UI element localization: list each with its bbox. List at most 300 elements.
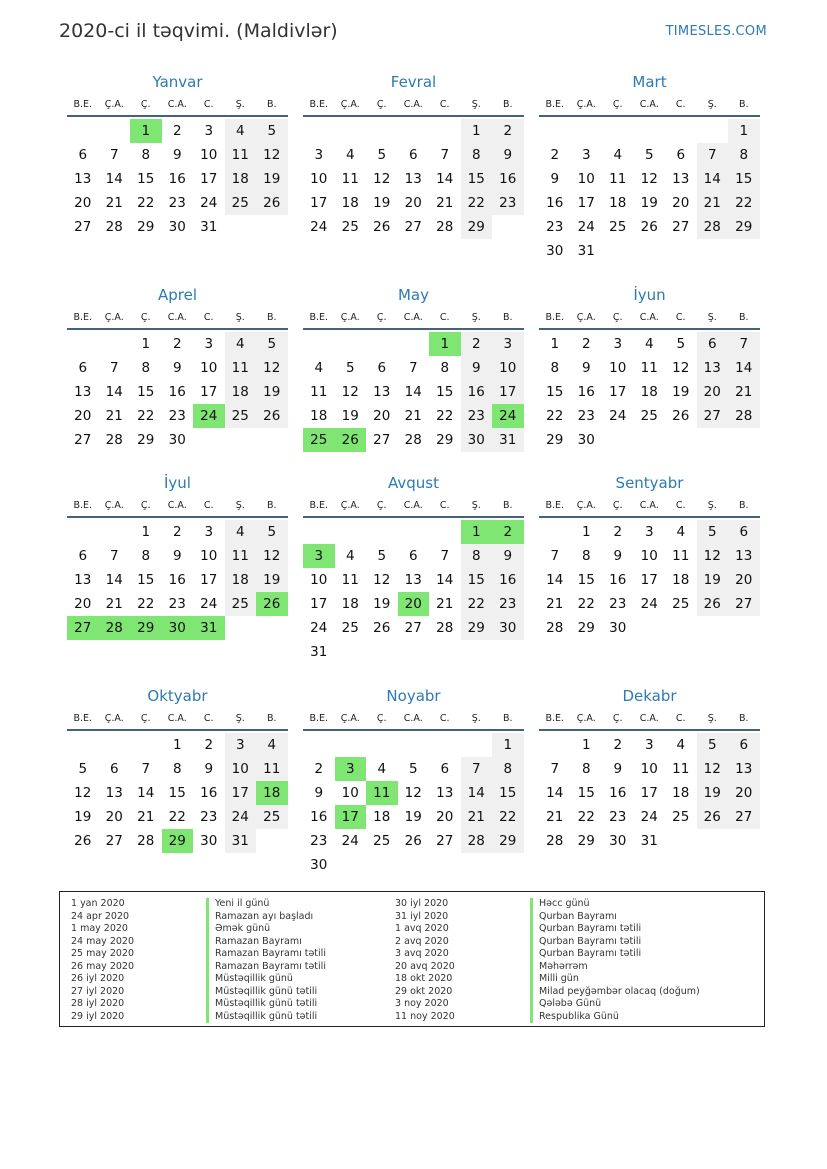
legend-row (71, 923, 326, 936)
day-cell: 2 (204, 737, 214, 753)
day-cell: 29 (137, 432, 155, 448)
day-cell: 30 (609, 833, 627, 849)
day-cell: 29 (461, 215, 493, 239)
day-cell: 3 (644, 524, 654, 540)
day-cell: 22 (137, 195, 155, 211)
day-cell: 2 (613, 737, 623, 753)
day-cell: 11 (609, 171, 627, 187)
weekday-label: Ç. (140, 713, 151, 724)
month-4 (67, 285, 288, 452)
empty-cell (303, 332, 335, 356)
day-cell: 23 (492, 592, 524, 616)
day-cell: 17 (640, 785, 658, 801)
day-cell: 13 (74, 171, 92, 187)
day-cell: 29 (728, 215, 760, 239)
day-cell: 16 (609, 572, 627, 588)
day-cell: 29 (492, 829, 524, 853)
weekday-label: Ç.A. (340, 713, 360, 724)
day-cell: 11 (256, 757, 288, 781)
day-grid (67, 731, 288, 853)
legend-date: 18 okt 2020 (395, 973, 453, 984)
day-cell: 11 (672, 548, 690, 564)
day-cell: 20 (105, 809, 123, 825)
day-cell: 19 (697, 568, 729, 592)
day-cell: 5 (377, 548, 387, 564)
day-cell: 16 (310, 809, 328, 825)
legend-holiday-name: Milli gün (530, 973, 579, 986)
day-cell: 16 (168, 384, 186, 400)
weekday-label: C. (439, 99, 450, 110)
day-cell: 29 (577, 833, 595, 849)
day-cell: 4 (225, 520, 257, 544)
legend-date: 3 avq 2020 (395, 948, 449, 959)
empty-cell (99, 520, 131, 544)
day-cell: 11 (225, 143, 257, 167)
day-cell: 28 (436, 620, 454, 636)
day-cell: 16 (546, 195, 564, 211)
day-cell: 21 (546, 596, 564, 612)
legend-date: 26 iyl 2020 (71, 973, 125, 984)
day-cell: 18 (341, 596, 359, 612)
day-cell: 10 (640, 548, 658, 564)
day-cell: 10 (310, 171, 328, 187)
weekday-label: B.E. (545, 713, 565, 724)
day-cell: 8 (440, 360, 450, 376)
day-cell: 31 (310, 644, 328, 660)
legend-date: 29 iyl 2020 (71, 1010, 125, 1022)
day-cell: 10 (609, 360, 627, 376)
weekday-header (303, 495, 524, 518)
day-cell: 19 (640, 195, 658, 211)
day-cell: 23 (609, 809, 627, 825)
weekday-label: Ş. (235, 713, 245, 724)
day-cell: 8 (550, 360, 560, 376)
day-cell: 7 (461, 757, 493, 781)
holiday-day-cell: 31 (193, 616, 225, 640)
day-cell: 19 (373, 596, 391, 612)
legend-date: 24 apr 2020 (71, 910, 130, 922)
day-cell: 10 (310, 572, 328, 588)
holiday-day-cell: 27 (67, 616, 99, 640)
legend-row (395, 973, 700, 986)
day-cell: 23 (168, 408, 186, 424)
day-cell: 14 (436, 572, 454, 588)
weekday-label: B. (502, 312, 513, 323)
weekday-label: B.E. (73, 713, 93, 724)
day-cell: 28 (436, 219, 454, 235)
legend-row (395, 948, 700, 961)
holiday-day-cell: 17 (335, 805, 367, 829)
weekday-label: Ç.A. (340, 99, 360, 110)
day-cell: 25 (373, 833, 391, 849)
weekday-label: Ç.A. (104, 99, 124, 110)
day-cell: 2 (172, 123, 182, 139)
day-cell: 25 (672, 809, 690, 825)
month-name: Mart (632, 73, 667, 91)
empty-cell (366, 119, 398, 143)
day-cell: 28 (697, 215, 729, 239)
day-cell: 1 (461, 119, 493, 143)
weekday-label: C.A. (403, 312, 423, 323)
weekday-header (67, 495, 288, 518)
day-cell: 27 (436, 833, 454, 849)
day-cell: 25 (341, 620, 359, 636)
day-cell: 6 (440, 761, 450, 777)
weekday-label: B. (738, 500, 749, 511)
weekday-label: C. (203, 500, 214, 511)
day-cell: 18 (672, 785, 690, 801)
day-cell: 30 (310, 857, 328, 873)
weekday-label: C.A. (167, 312, 187, 323)
day-cell: 15 (577, 785, 595, 801)
weekday-label: Ç.A. (576, 312, 596, 323)
day-cell: 2 (613, 524, 623, 540)
day-cell: 16 (168, 572, 186, 588)
day-cell: 4 (613, 147, 623, 163)
day-cell: 19 (697, 781, 729, 805)
weekday-label: Ç. (140, 312, 151, 323)
month-1 (67, 72, 288, 239)
day-cell: 14 (728, 356, 760, 380)
weekday-label: Ç. (140, 500, 151, 511)
legend-row (395, 998, 700, 1011)
legend-date: 30 iyl 2020 (395, 898, 449, 909)
legend-holiday-name: Ramazan Bayramı (206, 936, 302, 949)
month-name: Sentyabr (615, 474, 684, 492)
weekday-label: Ç.A. (104, 713, 124, 724)
legend-date: 1 may 2020 (71, 923, 128, 934)
day-cell: 28 (105, 432, 123, 448)
day-cell: 1 (172, 737, 182, 753)
day-cell: 22 (577, 809, 595, 825)
weekday-label: Ş. (471, 312, 481, 323)
day-cell: 12 (373, 171, 391, 187)
empty-cell (303, 733, 335, 757)
day-cell: 18 (225, 568, 257, 592)
weekday-label: B.E. (309, 713, 329, 724)
legend-row (395, 936, 700, 949)
day-cell: 20 (74, 408, 92, 424)
empty-cell (571, 119, 603, 143)
weekday-label: Ş. (235, 312, 245, 323)
day-cell: 24 (310, 620, 328, 636)
empty-cell (303, 119, 335, 143)
day-cell: 1 (492, 733, 524, 757)
day-cell: 14 (436, 171, 454, 187)
legend-date: 28 iyl 2020 (71, 998, 125, 1009)
day-cell: 19 (341, 408, 359, 424)
day-cell: 3 (644, 737, 654, 753)
legend-row (395, 923, 700, 936)
day-cell: 21 (105, 195, 123, 211)
empty-cell (67, 733, 99, 757)
day-cell: 6 (728, 520, 760, 544)
day-cell: 10 (200, 548, 218, 564)
day-cell: 7 (408, 360, 418, 376)
day-cell: 19 (74, 809, 92, 825)
weekday-label: Ç. (612, 713, 623, 724)
day-cell: 13 (404, 171, 422, 187)
legend-date: 2 avq 2020 (395, 935, 449, 947)
day-cell: 23 (492, 191, 524, 215)
day-cell: 7 (728, 332, 760, 356)
day-cell: 12 (256, 356, 288, 380)
day-cell: 14 (105, 384, 123, 400)
day-cell: 14 (137, 785, 155, 801)
legend-date: 20 avq 2020 (395, 960, 455, 972)
legend-date: 1 avq 2020 (395, 923, 449, 934)
legend-holiday-name: Ramazan ayı başladı (206, 911, 313, 924)
weekday-label: C.A. (639, 713, 659, 724)
day-cell: 1 (581, 737, 591, 753)
day-cell: 16 (200, 785, 218, 801)
day-cell: 14 (105, 572, 123, 588)
day-cell: 23 (609, 596, 627, 612)
day-cell: 27 (672, 219, 690, 235)
weekday-header (303, 708, 524, 731)
day-cell: 19 (256, 167, 288, 191)
day-cell: 27 (105, 833, 123, 849)
day-cell: 29 (546, 432, 564, 448)
holiday-day-cell: 28 (99, 616, 131, 640)
day-cell: 8 (581, 548, 591, 564)
day-cell: 4 (644, 336, 654, 352)
day-cell: 20 (672, 195, 690, 211)
legend-holiday-name: Qurban Bayramı tətili (530, 923, 641, 936)
weekday-label: Ç.A. (576, 500, 596, 511)
day-cell: 2 (461, 332, 493, 356)
weekday-label: C. (203, 99, 214, 110)
day-cell: 7 (550, 548, 560, 564)
day-cell: 2 (581, 336, 591, 352)
day-cell: 4 (377, 761, 387, 777)
day-cell: 12 (256, 544, 288, 568)
empty-cell (398, 119, 430, 143)
day-cell: 9 (172, 360, 182, 376)
day-cell: 21 (137, 809, 155, 825)
day-cell: 8 (461, 544, 493, 568)
day-cell: 22 (492, 805, 524, 829)
legend-row (71, 973, 326, 986)
month-name: İyun (633, 286, 666, 304)
holiday-day-cell: 24 (492, 404, 524, 428)
day-cell: 20 (404, 195, 422, 211)
day-cell: 7 (109, 147, 119, 163)
month-8 (303, 473, 524, 664)
day-cell: 4 (676, 524, 686, 540)
day-cell: 23 (168, 195, 186, 211)
day-cell: 2 (492, 119, 524, 143)
weekday-header (539, 94, 760, 117)
day-cell: 16 (492, 568, 524, 592)
day-cell: 23 (310, 833, 328, 849)
day-cell: 31 (640, 833, 658, 849)
holiday-day-cell: 30 (162, 616, 194, 640)
weekday-label: B. (738, 713, 749, 724)
day-cell: 31 (200, 219, 218, 235)
day-cell: 6 (676, 147, 686, 163)
legend-row (71, 998, 326, 1011)
weekday-label: Ç. (612, 312, 623, 323)
day-cell: 15 (436, 384, 454, 400)
legend-row (395, 986, 700, 999)
legend-holiday-name: Müstəqillik günü tətili (206, 1011, 317, 1024)
day-cell: 20 (373, 408, 391, 424)
holiday-day-cell: 18 (256, 781, 288, 805)
day-cell: 26 (672, 408, 690, 424)
empty-cell (67, 332, 99, 356)
empty-cell (634, 119, 666, 143)
weekday-label: B.E. (73, 312, 93, 323)
legend-date: 29 okt 2020 (395, 985, 453, 997)
day-grid (539, 117, 760, 263)
holiday-day-cell: 29 (130, 616, 162, 640)
weekday-label: Ç. (612, 99, 623, 110)
day-cell: 8 (492, 757, 524, 781)
day-cell: 11 (341, 572, 359, 588)
weekday-label: C.A. (403, 713, 423, 724)
day-cell: 22 (546, 408, 564, 424)
legend-holiday-name: Qurban Bayramı tətili (530, 936, 641, 949)
empty-cell (665, 119, 697, 143)
day-cell: 6 (109, 761, 119, 777)
day-cell: 21 (105, 408, 123, 424)
legend-holiday-name: Yeni il günü (206, 898, 269, 911)
weekday-label: Ş. (471, 500, 481, 511)
day-cell: 11 (640, 360, 658, 376)
day-cell: 15 (461, 167, 493, 191)
day-cell: 9 (461, 356, 493, 380)
weekday-label: Ç.A. (340, 312, 360, 323)
day-cell: 27 (697, 404, 729, 428)
day-cell: 22 (577, 596, 595, 612)
legend-holiday-name: Ramazan Bayramı tətili (206, 948, 326, 961)
day-cell: 27 (728, 805, 760, 829)
day-cell: 21 (728, 380, 760, 404)
day-cell: 19 (256, 568, 288, 592)
weekday-label: B.E. (545, 99, 565, 110)
day-cell: 4 (225, 119, 257, 143)
day-cell: 28 (105, 219, 123, 235)
weekday-label: B.E. (545, 312, 565, 323)
day-cell: 1 (550, 336, 560, 352)
day-grid (539, 518, 760, 640)
day-cell: 31 (577, 243, 595, 259)
month-name: Aprel (157, 286, 198, 304)
day-cell: 8 (728, 143, 760, 167)
day-cell: 24 (341, 833, 359, 849)
day-cell: 17 (577, 195, 595, 211)
day-cell: 17 (640, 572, 658, 588)
legend-row (71, 911, 326, 924)
brand-logo-text[interactable]: TIMESLES.COM (665, 24, 767, 39)
day-cell: 17 (310, 596, 328, 612)
day-cell: 27 (404, 219, 422, 235)
day-cell: 13 (404, 572, 422, 588)
day-cell: 5 (676, 336, 686, 352)
day-cell: 18 (609, 195, 627, 211)
weekday-label: Ç.A. (576, 713, 596, 724)
weekday-label: Ş. (707, 500, 717, 511)
empty-cell (335, 733, 367, 757)
legend-row (71, 961, 326, 974)
day-cell: 25 (640, 408, 658, 424)
day-cell: 7 (697, 143, 729, 167)
day-cell: 21 (105, 596, 123, 612)
day-cell: 3 (204, 524, 214, 540)
weekday-label: Ç. (376, 99, 387, 110)
weekday-header (539, 495, 760, 518)
day-cell: 3 (492, 332, 524, 356)
day-cell: 13 (74, 384, 92, 400)
day-cell: 12 (697, 757, 729, 781)
day-cell: 28 (404, 432, 422, 448)
day-cell: 13 (373, 384, 391, 400)
day-cell: 26 (373, 620, 391, 636)
day-cell: 15 (577, 572, 595, 588)
legend-holiday-name: Milad peyğəmbər olacaq (doğum) (530, 986, 700, 999)
legend-row (395, 1011, 700, 1024)
empty-cell (303, 520, 335, 544)
month-6 (539, 285, 760, 452)
day-cell: 29 (436, 432, 454, 448)
weekday-label: C. (439, 500, 450, 511)
empty-cell (335, 332, 367, 356)
day-cell: 6 (408, 147, 418, 163)
day-cell: 13 (672, 171, 690, 187)
day-cell: 24 (640, 809, 658, 825)
day-cell: 4 (345, 147, 355, 163)
weekday-label: C.A. (403, 500, 423, 511)
day-cell: 18 (310, 408, 328, 424)
day-cell: 16 (609, 785, 627, 801)
day-cell: 13 (105, 785, 123, 801)
day-cell: 17 (200, 572, 218, 588)
day-cell: 2 (550, 147, 560, 163)
empty-cell (335, 119, 367, 143)
day-cell: 12 (373, 572, 391, 588)
day-cell: 24 (577, 219, 595, 235)
day-cell: 29 (577, 620, 595, 636)
day-cell: 2 (172, 524, 182, 540)
day-cell: 13 (728, 757, 760, 781)
day-cell: 5 (256, 119, 288, 143)
day-cell: 22 (137, 408, 155, 424)
weekday-label: B. (738, 312, 749, 323)
day-grid (303, 518, 524, 664)
day-cell: 7 (550, 761, 560, 777)
weekday-label: C.A. (639, 99, 659, 110)
weekday-label: Ş. (235, 500, 245, 511)
empty-cell (602, 119, 634, 143)
day-cell: 23 (168, 596, 186, 612)
day-cell: 9 (492, 544, 524, 568)
day-cell: 30 (200, 833, 218, 849)
day-cell: 20 (728, 568, 760, 592)
legend-row (71, 936, 326, 949)
weekday-label: Ç. (376, 713, 387, 724)
weekday-label: C. (203, 312, 214, 323)
day-cell: 1 (141, 524, 151, 540)
day-cell: 6 (78, 147, 88, 163)
day-cell: 18 (672, 572, 690, 588)
weekday-label: Ş. (707, 99, 717, 110)
day-cell: 30 (168, 219, 186, 235)
day-cell: 1 (141, 336, 151, 352)
weekday-label: Ç.A. (104, 500, 124, 511)
empty-cell (398, 733, 430, 757)
day-cell: 6 (377, 360, 387, 376)
